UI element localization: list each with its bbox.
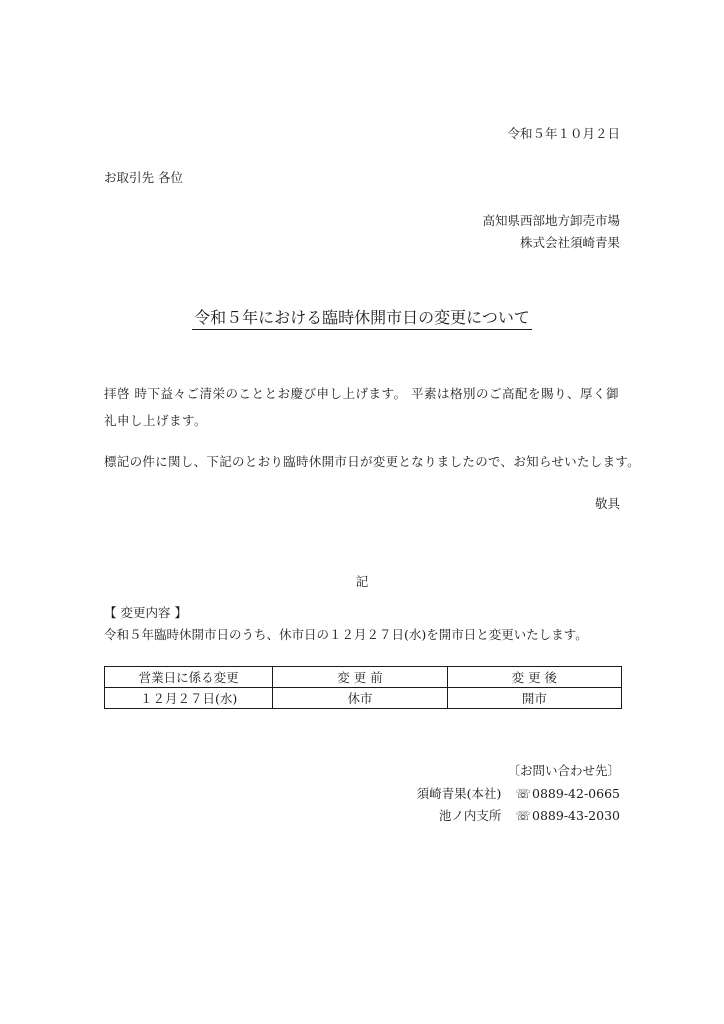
change-table [104,666,622,709]
sender-organization: 高知県西部地方卸売市場 [482,213,620,228]
contact-entry [417,784,620,802]
table-header-after: 変 更 後 [447,667,621,688]
contact-heading: 〔お問い合わせ先〕 [507,763,620,778]
phone-icon: ☏ [515,786,532,801]
document-date: 令和５年１０月２日 [507,126,620,141]
change-description: 令和５年臨時休開市日のうち、休市日の１２月２７日(水)を開市日と変更いたします。 [104,627,588,642]
ki-heading: 記 [355,574,369,589]
contact-name: 須崎青果(本社) [416,786,502,801]
table-cell-before: 休市 [273,688,447,709]
sender-company: 株式会社須崎青果 [519,235,620,250]
table-cell-after: 開市 [447,688,621,709]
table-header-before: 変 更 前 [273,667,447,688]
closing-phrase: 敬具 [594,496,620,511]
section-heading: 【 変更内容 】 [104,605,187,620]
document-title-wrapper [0,305,724,328]
contact-entry [439,806,620,824]
table-header-business-day: 営業日に係る変更 [105,667,273,688]
contact-name: 池ノ内支所 [438,808,502,823]
document-title: 令和５年における臨時休開市日の変更について [192,308,532,330]
contact-phone: 0889-43-2030 [532,808,620,823]
table-header-row [105,667,622,688]
contact-phone: 0889-42-0665 [532,786,620,801]
phone-icon: ☏ [515,808,532,823]
table-cell-date: １２月２７日(水) [105,688,273,709]
greeting-paragraph: 拝啓 時下益々ご清栄のこととお慶び申し上げます。 平素は格別のご高配を賜り、厚く御礼申し上げます。 [104,386,619,428]
main-paragraph: 標記の件に関し、下記のとおり臨時休開市日が変更となりましたので、お知らせいたします。 [104,454,640,469]
recipient: お取引先 各位 [104,170,183,185]
table-row [105,688,622,709]
